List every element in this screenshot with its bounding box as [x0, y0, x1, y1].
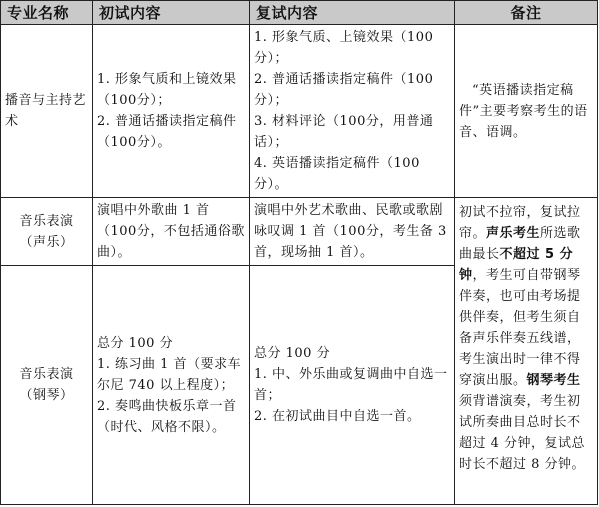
note-text: 须背谱演奏，考生初试所奏曲目总时长不超过 4 分钟，复试总时长不超过 8 分钟。 [459, 394, 586, 472]
major-cell [1, 198, 93, 266]
note-text: 初试不拉帘，复试拉帘。 [459, 205, 581, 241]
initial-total: 总分 100 分 [97, 335, 174, 351]
initial-cell: 演唱中外歌曲 1 首（100分，不包括通俗歌曲）。 [93, 198, 250, 266]
major-cell [1, 266, 93, 505]
initial-cell [93, 25, 250, 198]
initial-item: 1. 形象气质和上镜效果（100分）； [97, 72, 237, 108]
retest-item: 2. 在初试曲目中自选一首。 [254, 409, 421, 424]
major-name: 音乐表演 [19, 213, 74, 229]
note-cell: “英语播读指定稿件”主要考察考生的语音、语调。 [455, 25, 598, 198]
initial-cell [93, 266, 250, 505]
header-major: 专业名称 [1, 1, 93, 25]
header-retest: 复试内容 [250, 1, 455, 25]
header-row [1, 1, 598, 25]
note-bold-vocal: 声乐考生 [486, 226, 541, 241]
music-note-cell [455, 198, 598, 505]
note-bold-limit: 不超过 5 分钟 [459, 247, 574, 283]
table-row [1, 25, 598, 198]
header-initial: 初试内容 [93, 1, 250, 25]
retest-item: 3. 材料评论（100分，用普通话）； [254, 114, 434, 150]
major-subtitle: （钢琴） [19, 388, 74, 403]
retest-cell: 演唱中外艺术歌曲、民歌或歌剧咏叹调 1 首（100分，考生备 3 首，现场抽 1 首）。 [250, 198, 455, 266]
retest-cell [250, 25, 455, 198]
retest-cell [250, 266, 455, 505]
retest-item: 1. 中、外乐曲或复调曲中自选一首； [254, 367, 448, 403]
retest-total: 总分 100 分 [254, 346, 331, 361]
retest-item: 1. 形象气质、上镜效果（100分）； [254, 30, 434, 66]
note-bold-piano: 钢琴考生 [526, 373, 581, 388]
note-text: ，考生可自带钢琴伴奏，也可由考场提供伴奏，但考生须自备声乐伴奏五线谱，考生演出时一律不得穿演出服。 [459, 268, 581, 388]
header-note: 备注 [455, 1, 598, 25]
initial-item: 2. 奏鸣曲快板乐章一首（时代、风格不限）。 [97, 398, 237, 435]
major-name: 音乐表演 [19, 367, 74, 382]
retest-item: 2. 普通话播读指定稿件（100分）； [254, 72, 434, 108]
note-text: 所选歌曲最长 [459, 226, 581, 262]
retest-item: 4. 英语播读指定稿件（100分）。 [254, 156, 420, 192]
initial-item: 1. 练习曲 1 首（要求车尔尼 740 以上程度）； [97, 356, 242, 393]
table-row [1, 198, 598, 266]
initial-item: 2. 普通话播读指定稿件（100分）。 [97, 114, 237, 150]
major-cell: 播音与主持艺术 [1, 25, 93, 198]
major-subtitle: （声乐） [19, 234, 74, 250]
